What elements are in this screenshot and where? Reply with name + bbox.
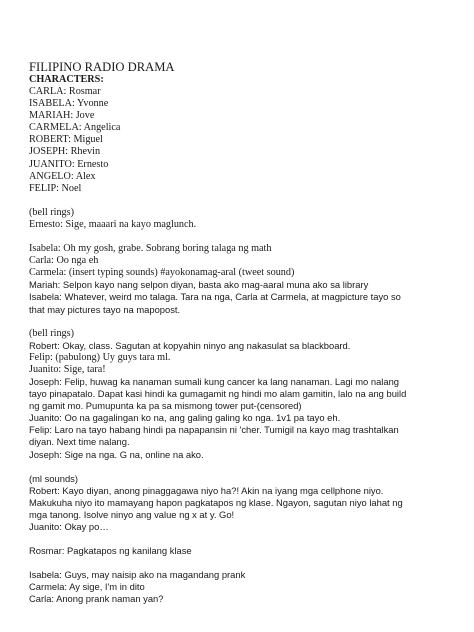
dialogue-line: Carmela: (insert typing sounds) #ayokonamag-aral (tweet sound) [29,267,295,279]
document-title: FILIPINO RADIO DRAMA [29,60,175,74]
character-line: CARLA: Rosmar [29,86,101,97]
dialogue-line: Robert: Kayo diyan, anong pinaggagawa niyo ha?! Akin na iyang mga cellphone niyo. [29,484,384,496]
character-line: JUANITO: Ernesto [29,158,109,170]
dialogue-line: Juanito: Sige, tara! [29,363,106,375]
dialogue-line: Ernesto: Sige, maaari na kayo maglunch. [29,218,197,230]
scene-block [29,569,459,605]
narration-line: Rosmar: Pagkatapos ng kanilang klase [29,545,192,557]
dialogue-line: Makukuha niyo ito mamayang hapon pagkatapos ng klase. Ngayon, sagutan niyo lahat ng [29,496,403,508]
dialogue-line: Carla: Anong prank naman yan? [29,593,164,605]
dialogue-line: mga tanong. Isolve ninyo ang value ng x at y. Go! [29,508,235,520]
dialogue-line: Carmela: Ay sige, I'm in dito [29,581,145,593]
dialogue-line: Isabela: Guys, may naisip ako na magandang prank [29,569,246,581]
character-line: ISABELA: Yvonne [29,98,109,110]
dialogue-line: Joseph: Sige na nga. G na, online na ako. [29,448,204,460]
dialogue-line: Juanito: Okay po… [29,521,109,532]
character-line: CARMELA: Angelica [29,122,121,134]
dialogue-line: Felip: Laro na tayo habang hindi pa napapansin ni 'cher. Tumigil na kayo mag trashtalkan [29,424,399,436]
character-list [29,86,459,195]
dialogue-line: Joseph: Felip, huwag ka nanaman sumali kung cancer ka lang nanaman. Lagi mo nalang [29,375,400,387]
dialogue-line: Robert: Okay, class. Sagutan at kopyahin ninyo ang nakasulat sa blackboard. [29,339,351,351]
scene-block [29,473,459,533]
character-line: FELIP: Noel [29,182,82,194]
scene-block [29,328,459,461]
scene-block [29,243,459,316]
dialogue-line: (bell rings) [29,327,74,339]
dialogue-line: diyan. Next time nalang. [29,436,130,448]
dialogue-line: Isabela: Whatever, weird mo talaga. Tara na nga, Carla at Carmela, at magpicture tayo so [29,291,401,303]
dialogue-line: Mariah: Selpon kayo nang selpon diyan, basta ako mag-aaral muna ako sa library [29,279,369,291]
dialogue-line: Isabela: Oh my gosh, grabe. Sobrang boring talaga ng math [29,243,272,255]
scene-block [29,545,459,557]
character-line: ROBERT: Miguel [29,134,103,146]
dialogue-line: tayo pinapatalo. Dapat kasi hindi ka gumagamit ng hindi mo alam gamitin, lalo na ang build [29,388,407,400]
dialogue-line: Carla: Oo nga eh [29,255,99,267]
dialogue-line: Juanito: Oo na gagalingan ko na, ang galing galing ko nga. 1v1 pa tayo eh. [29,412,341,424]
character-line: ANGELO: Alex [29,170,96,182]
dialogue-line: (ml sounds) [29,472,78,484]
document-page [29,60,459,605]
dialogue-line: Felip: (pabulong) Uy guys tara ml. [29,351,171,363]
dialogue-line: (bell rings) [29,206,74,218]
dialogue-line: that may pictures tayo na mapopost. [29,303,181,315]
character-line: MARIAH: Jove [29,110,95,122]
characters-heading: CHARACTERS: [29,74,104,85]
character-line: JOSEPH: Rhevin [29,146,101,158]
dialogue-line: ng gamit mo. Pumupunta ka pa sa mismong tower put-(censored) [29,400,302,412]
scene-block [29,207,459,231]
